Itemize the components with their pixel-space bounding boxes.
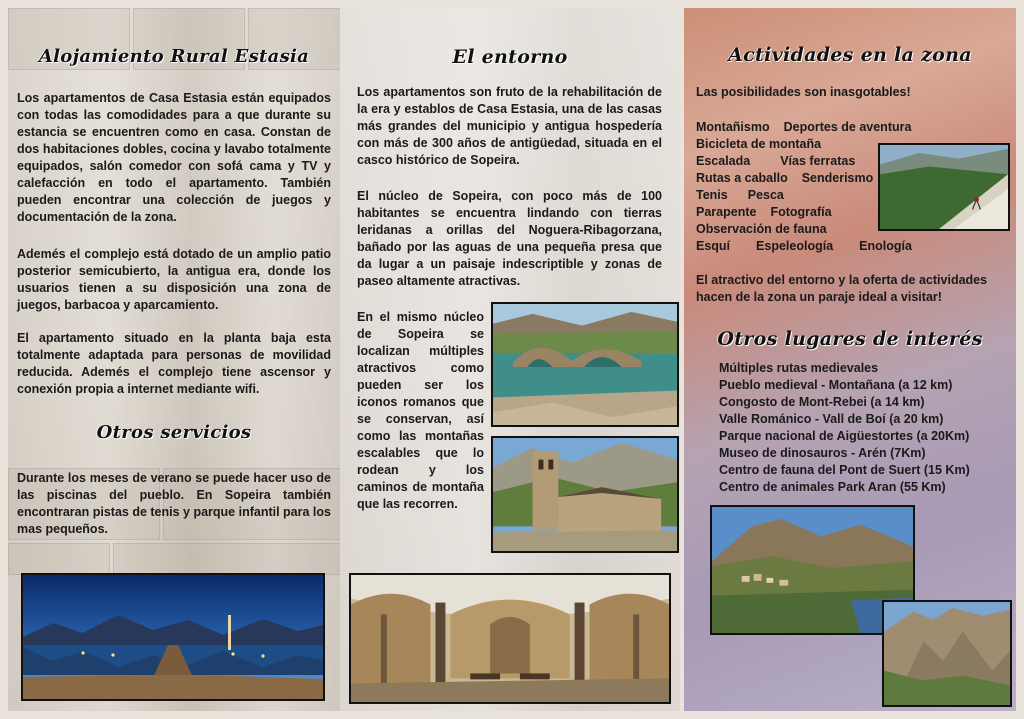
activity-item: Enología	[859, 239, 912, 253]
places-list	[719, 360, 1009, 496]
actividades-title: Actividades en la zona	[728, 44, 972, 66]
activity-item: Espeleología	[756, 239, 834, 253]
photo-climbing	[878, 143, 1010, 231]
alojamiento-paragraph-2: Ademés el complejo está dotado de un amplio patio posterior semicubierto, la antigua era, donde los usuarios tienen a su disposición una zona de juegos, barbacoa y aparcamiento.	[17, 247, 331, 312]
otros-lugares-title: Otros lugares de interés	[717, 328, 983, 350]
place-item: Museo de dinosauros - Arén (7Km)	[719, 446, 926, 460]
alojamiento-title: Alojamiento Rural Estasia	[38, 46, 310, 67]
activity-item: Observación de fauna	[696, 222, 827, 236]
entorno-paragraph-2: El núcleo de Sopeira, con poco más de 100 habitantes se encuentra lindando con tierras leridanas a orillas del Noguera-Ribagorzana, bañado por las aguas de una pequeña presa que da lugar a un paisaje indescriptible y zonas de paseo altamente atractivas.	[357, 189, 662, 288]
place-item: Valle Románico - Vall de Boí (a 20 km)	[719, 412, 944, 426]
activity-item: Pesca	[747, 188, 784, 202]
activity-item: Parapente	[696, 205, 757, 219]
photo-monastery-interior	[349, 573, 671, 704]
activity-item: Deportes de aventura	[783, 120, 912, 134]
actividades-closing: El atractivo del entorno y la oferta de actividades hacen de la zona un paraje ideal a visitar!	[696, 273, 988, 304]
entorno-paragraph-1: Los apartamentos son fruto de la rehabilitación de la era y establos de Casa Estasia, una de las casas más grandes del municipio y antigua hospedería con más de 300 años de antigüedad, situada en el casco histórico de Sopeira.	[357, 85, 662, 167]
stone-texture	[8, 543, 110, 575]
stone-texture	[113, 543, 340, 575]
place-item: Congosto de Mont-Rebei (a 14 km)	[719, 395, 925, 409]
alojamiento-paragraph-1: Los apartamentos de Casa Estasia están equipados con todas las comodidades para a que durante su estancia se encuentren como en casa. Constan de dos habitaciones dobles, cocina y lavabo totalmente equipados, salón comedor con sofá cama y TV y calefacción en todo el apartamento. También pueden encontrar una colección de juegos y documentación de la zona.	[17, 91, 331, 224]
activity-row	[696, 238, 926, 255]
photo-lake-pier	[21, 573, 325, 701]
actividades-intro: Las posibilidades son inasgotables!	[696, 85, 911, 99]
servicios-paragraph: Durante los meses de verano se puede hacer uso de las piscinas del pueblo. En Sopeira también encontraran pistas de tenis y parque infantil para los mas pequeños.	[17, 471, 331, 536]
entorno-title: El entorno	[452, 46, 568, 68]
activity-item: Vías ferratas	[780, 154, 856, 168]
activity-item: Rutas a caballo	[696, 171, 788, 185]
photo-romanesque-church	[491, 436, 679, 553]
entorno-paragraph-3: En el mismo núcleo de Sopeira se localizan múltiples atractivos como pueden ser los iconos romanos que se conservan, así como las montañas escalables que lo rodean y los caminos de montaña que las recorren.	[357, 310, 484, 511]
photo-romanesque-bridge	[491, 302, 679, 427]
place-item: Centro de fauna del Pont de Suert (15 Km)	[719, 463, 970, 477]
panel-alojamiento	[8, 8, 340, 711]
activity-item: Montañismo	[696, 120, 770, 134]
activity-item: Esquí	[696, 239, 731, 253]
place-item: Múltiples rutas medievales	[719, 361, 879, 375]
activity-item: Bicicleta de montaña	[696, 137, 822, 151]
activity-item: Tenis	[696, 188, 728, 202]
activity-row	[696, 119, 926, 136]
place-item: Centro de animales Park Aran (55 Km)	[719, 480, 946, 494]
alojamiento-paragraph-3: El apartamento situado en la planta baja esta totalmente adaptada para personas de movilidad reducida. Ademés el complejo tiene ascensor y conexión propia a internet mediante wifi.	[17, 331, 331, 396]
activity-item: Senderismo	[801, 171, 874, 185]
place-item: Pueblo medieval - Montañana (a 12 km)	[719, 378, 953, 392]
photo-gorge	[882, 600, 1012, 707]
place-item: Parque nacional de Aigüestortes (a 20Km)	[719, 429, 970, 443]
activity-item: Fotografía	[770, 205, 832, 219]
panel-entorno	[340, 8, 680, 711]
otros-servicios-title: Otros servicios	[96, 422, 252, 443]
activity-item: Escalada	[696, 154, 751, 168]
panel-actividades	[684, 8, 1016, 711]
